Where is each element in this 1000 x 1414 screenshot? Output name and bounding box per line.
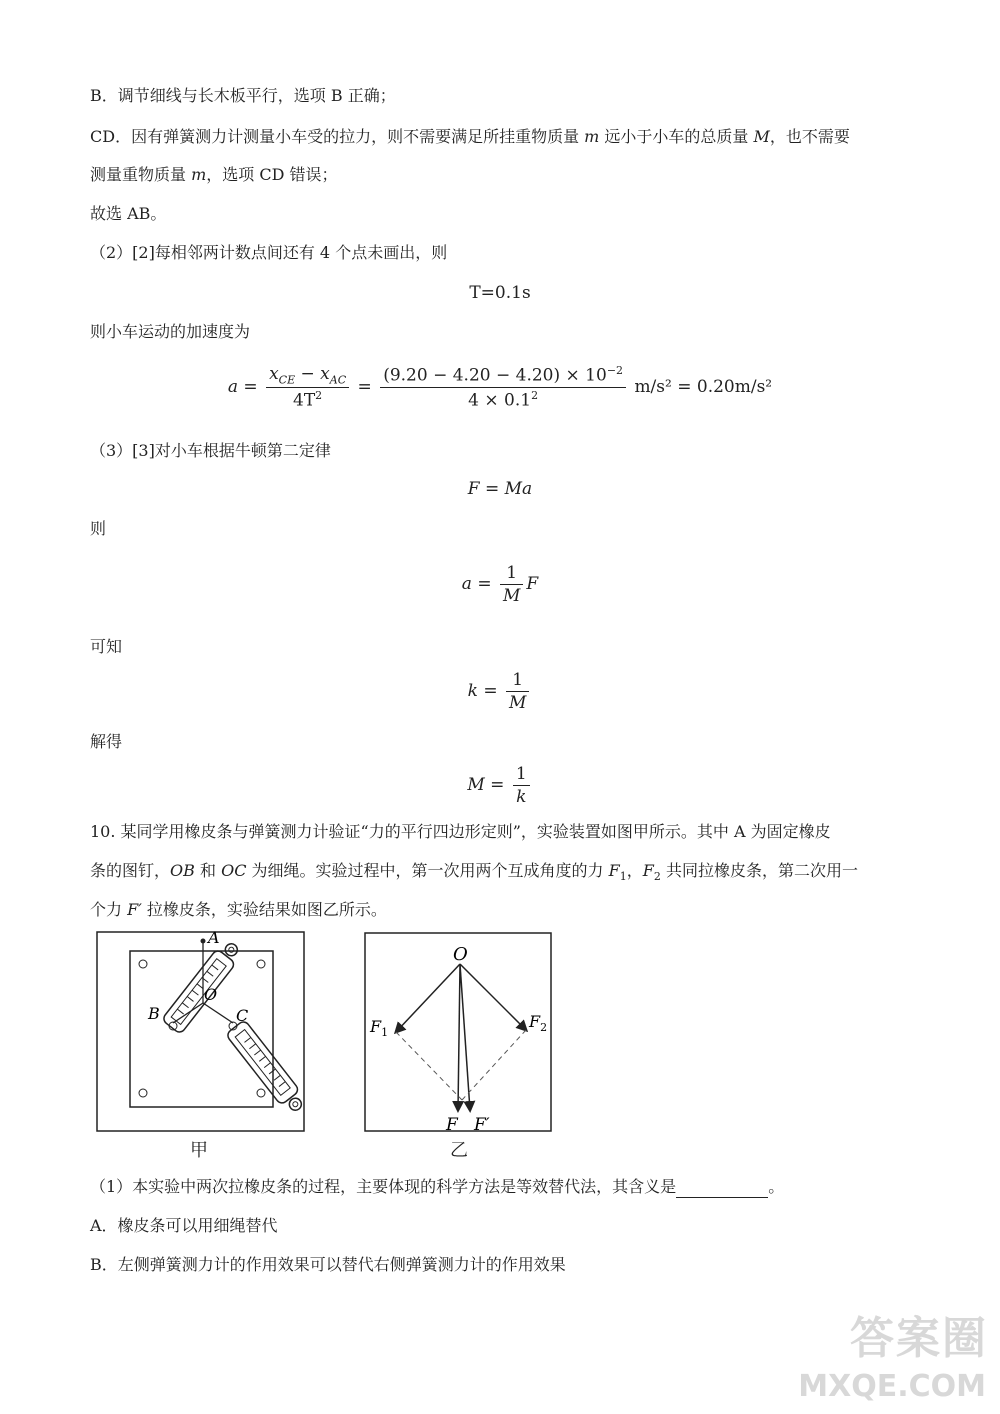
figure-jia: [96, 931, 306, 1133]
k-formula: k = $\frac{1}{M}$: [0, 670, 1000, 713]
option-cd-line-1: CD．因有弹簧测力计测量小车受的拉力，则不需要满足所挂重物质量 m 远小于小车的总质量 M，也不需要: [90, 127, 850, 146]
answer-choice: 故选 AB。: [90, 204, 167, 223]
subquestion-1: （1）本实验中两次拉橡皮条的过程，主要体现的科学方法是等效替代法，其含义是 。: [90, 1177, 785, 1196]
dashed-line-left: [396, 1032, 462, 1100]
then-label: 则: [90, 519, 107, 538]
string-ob: [173, 1003, 203, 1023]
option-b-line: B．调节细线与长木板平行，选项 B 正确；: [90, 86, 396, 105]
question10-line-2: 条的图钉，OB 和 OC 为细绳。实验过程中，第一次用两个互成角度的力 $F_1$，$F_2$ 共同拉橡皮条，第二次用一: [90, 861, 858, 884]
solve-label: 解得: [90, 732, 123, 751]
arrow-F1: [396, 964, 460, 1032]
accel-frac-2: $\frac{(9.20 - 4.20 - 4.20) \times 10^{-2}}{4 \times 0.1^2}$: [380, 364, 626, 410]
watermark-url: MXQE.COM: [798, 1369, 986, 1404]
part2-intro: （2）[2]每相邻两计数点间还有 4 个点未画出，则: [90, 243, 448, 262]
string-oc: [203, 1003, 233, 1023]
label-Fprime: F′: [474, 1115, 490, 1132]
M-formula: M = $\frac{1}{k}$: [0, 764, 1000, 807]
option-cd-line-2: 测量重物质量 m，选项 CD 错误；: [90, 165, 338, 184]
arrow-F2: [460, 964, 526, 1030]
period-formula: T=0.1s: [469, 283, 531, 303]
label-F2: $F_2$: [529, 1012, 548, 1034]
question10-line-1: 10. 某同学用橡皮条与弹簧测力计验证“力的平行四边形定则”，实验装置如图甲所示。其中 A 为固定橡皮: [90, 822, 831, 841]
accel-intro: 则小车运动的加速度为: [90, 322, 251, 341]
label-O: O: [204, 985, 218, 1004]
label-B: B: [148, 1004, 160, 1023]
a-formula: a = $\frac{1}{M}$ F: [461, 563, 539, 606]
caption-yi: 乙: [450, 1140, 468, 1161]
label-F: F: [446, 1115, 458, 1132]
watermark-logo: 答案圈: [850, 1313, 988, 1364]
label-O: O: [453, 944, 468, 965]
part3-intro: （3）[3]对小车根据牛顿第二定律: [90, 441, 331, 460]
accel-frac-1: $\frac{x_{CE} - x_{AC}}{4T^2}$: [266, 364, 349, 411]
accel-formula: a = $\frac{x_{CE} - x_{AC}}{4T^2}$ = $\frac{(9.20 - 4.20 - 4.20) \times 10^{-2}}{4 \times 0.1^2}$ m/s² = 0.20m/s²: [227, 364, 773, 412]
knowing-label: 可知: [90, 637, 123, 656]
corner-pin-icon: [257, 1089, 265, 1097]
arrow-Fprime: [460, 964, 470, 1110]
label-A: A: [208, 931, 220, 947]
dashed-line-right: [462, 1030, 526, 1100]
corner-pin-icon: [139, 960, 147, 968]
question10-line-3: 个力 F′ 拉橡皮条，实验结果如图乙所示。: [90, 900, 387, 919]
newton-formula: F = Ma: [467, 479, 533, 499]
option-B: B．左侧弹簧测力计的作用效果可以替代右侧弹簧测力计的作用效果: [90, 1255, 566, 1274]
label-F1: $F_1$: [370, 1017, 389, 1039]
caption-jia: 甲: [190, 1140, 208, 1161]
arrow-F: [458, 964, 460, 1110]
spring-scale-right-icon: [226, 1020, 306, 1117]
option-A: A．橡皮条可以用细绳替代: [90, 1216, 278, 1235]
answer-blank: [676, 1181, 768, 1198]
corner-pin-icon: [139, 1089, 147, 1097]
figure-yi: [364, 932, 552, 1132]
label-C: C: [236, 1006, 249, 1025]
corner-pin-icon: [257, 960, 265, 968]
